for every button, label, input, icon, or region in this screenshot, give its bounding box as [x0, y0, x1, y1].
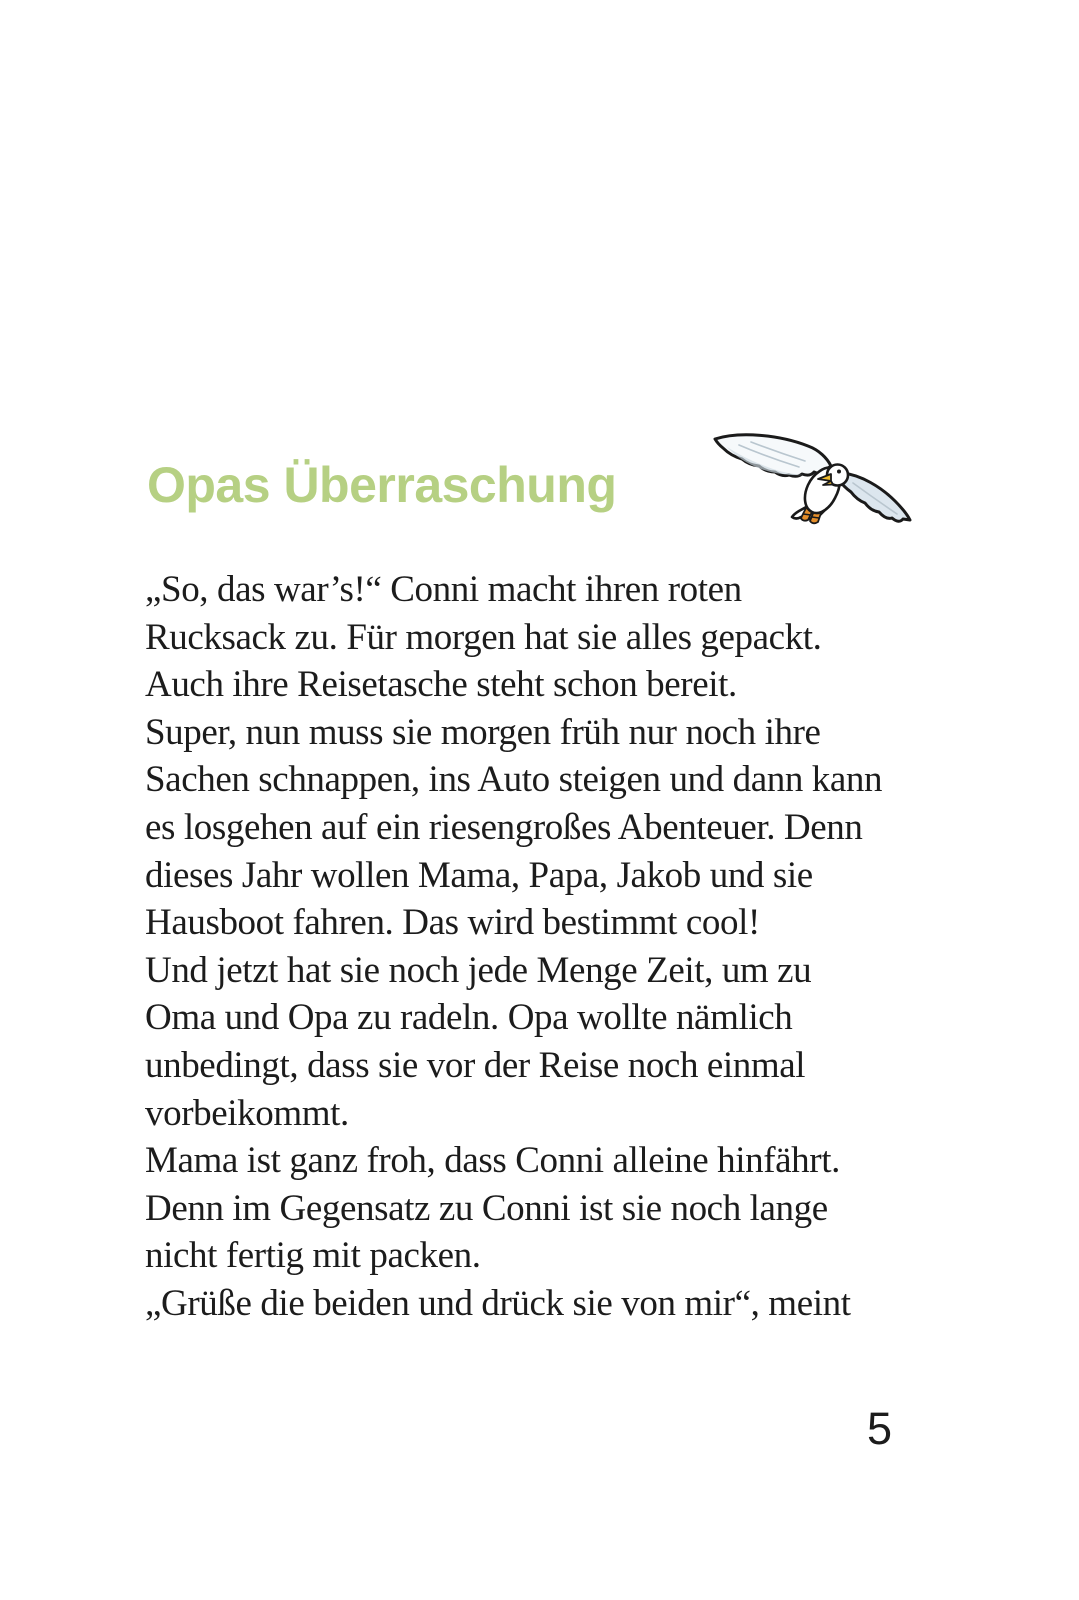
- body-text-line: unbedingt, dass sie vor der Reise noch einmal: [145, 1044, 806, 1086]
- page-number: 5: [867, 1403, 893, 1454]
- body-text-line: nicht fertig mit packen.: [145, 1235, 481, 1277]
- seagull-illustration: [685, 415, 915, 540]
- body-text-line: „Grüße die beiden und drück sie von mir“, meint: [145, 1282, 851, 1324]
- seagull-foot-stripe: [812, 517, 819, 518]
- body-text-line: Mama ist ganz froh, dass Conni alleine hinfährt.: [145, 1140, 840, 1182]
- body-text-line: dieses Jahr wollen Mama, Papa, Jakob und sie: [145, 854, 813, 896]
- chapter-title: Opas Überraschung: [147, 457, 617, 513]
- body-text-line: Rucksack zu. Für morgen hat sie alles gepackt.: [145, 616, 822, 658]
- body-text-line: vorbeikommt.: [145, 1092, 349, 1134]
- body-text-line: Oma und Opa zu radeln. Opa wollte nämlich: [145, 997, 793, 1039]
- body-text-line: Sachen schnappen, ins Auto steigen und dann kann: [145, 759, 883, 801]
- story-text: [145, 566, 882, 1328]
- body-text-line: Denn im Gegensatz zu Conni ist sie noch lange: [145, 1187, 828, 1229]
- body-text-line: es losgehen auf ein riesengroßes Abenteuer. Denn: [145, 806, 863, 848]
- body-text-line: Auch ihre Reisetasche steht schon bereit.: [145, 664, 737, 706]
- body-text-line: Und jetzt hat sie noch jede Menge Zeit, um zu: [145, 949, 812, 991]
- body-text-line: Hausboot fahren. Das wird bestimmt cool!: [145, 902, 760, 944]
- seagull-foot-stripe: [803, 514, 811, 515]
- body-text-line: „So, das war’s!“ Conni macht ihren roten: [145, 569, 742, 610]
- body-text-line: Super, nun muss sie morgen früh nur noch ihre: [145, 711, 821, 753]
- seagull-eye: [837, 470, 841, 474]
